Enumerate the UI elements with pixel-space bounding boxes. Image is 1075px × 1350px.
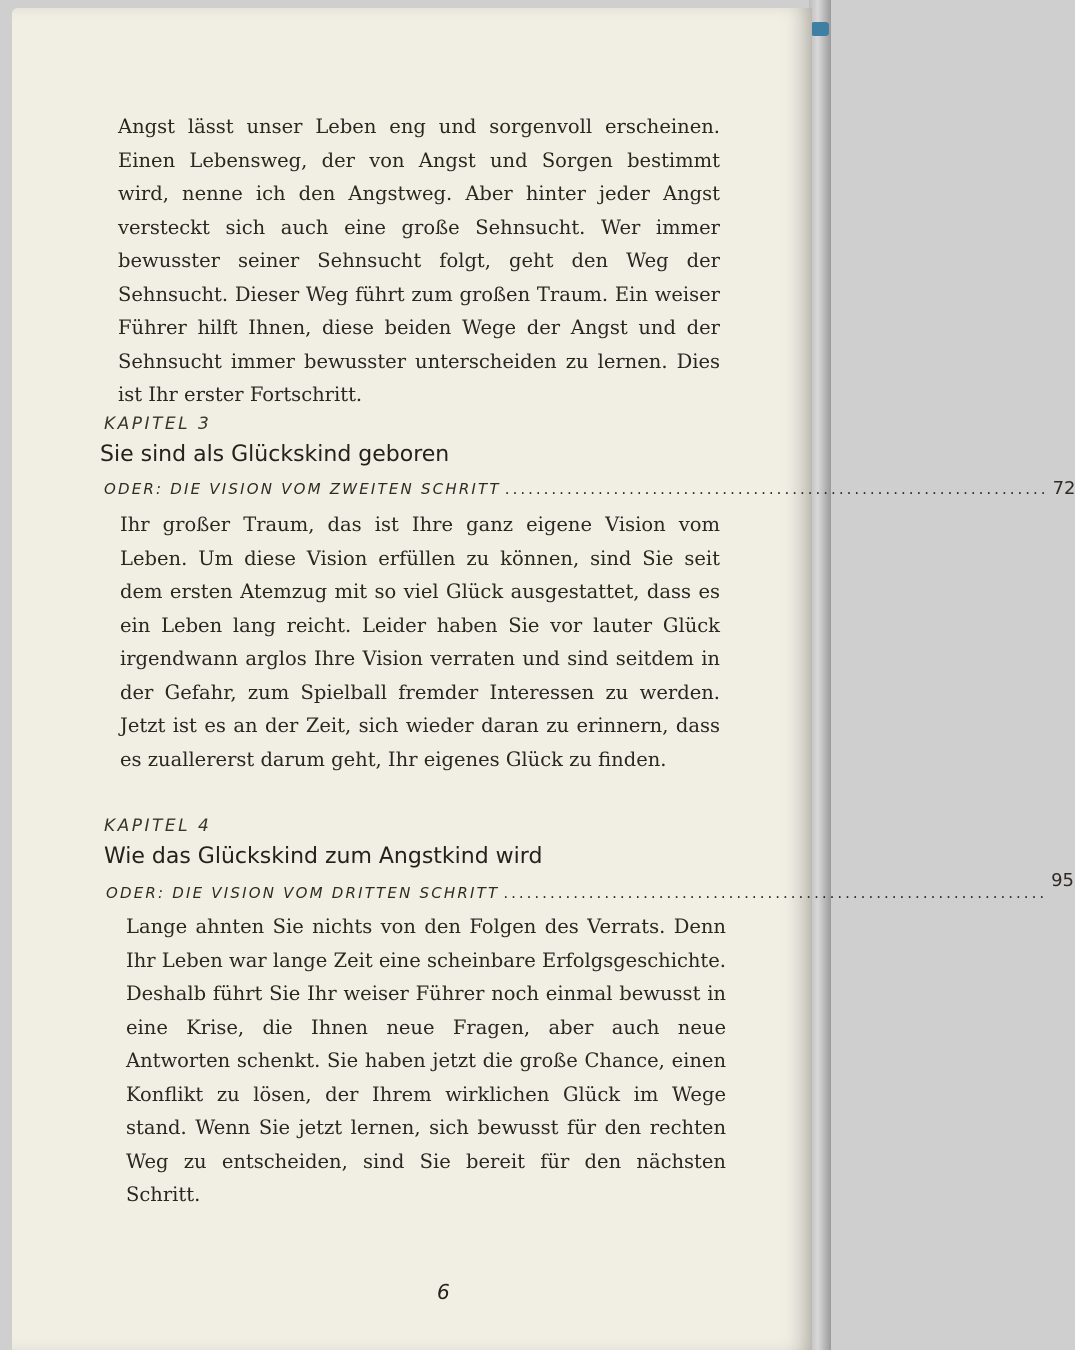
chapter-3-subtitle: ODER: DIE VISION VOM ZWEITEN SCHRITT — [104, 480, 501, 498]
chapter-4-kicker: KAPITEL 4 — [104, 816, 212, 836]
chapter-4-toc-line — [106, 870, 1075, 903]
chapter-4-title: Wie das Glückskind zum Angstkind wird — [104, 844, 543, 869]
chapter-3-summary: Ihr großer Traum, das ist Ihre ganz eigene Vision vom Leben. Um diese Vision erfüllen zu können, sind Sie seit dem ersten Atemzug mit so viel Glück ausgestattet, dass es ein Leben lang reicht. Leider haben Sie vor lauter Glück irgendwann arglos Ihre Vision verraten und sind seitdem in der Gefahr, zum Spielball fremder Interessen zu werden. Jetzt ist es an der Zeit, sich wieder daran zu erinnern, dass es zuallererst darum geht, Ihr eigenes Glück zu finden. — [120, 513, 720, 771]
chapter-3-kicker: KAPITEL 3 — [104, 414, 212, 434]
dot-leader: ...................................................................... — [504, 480, 1049, 498]
chapter-4-summary: Lange ahnten Sie nichts von den Folgen des Verrats. Denn Ihr Leben war lange Zeit eine scheinbare Erfolgsgeschichte. Deshalb führt Sie Ihr weiser Führer noch einmal bewusst in eine Krise, die Ihnen neue Fragen, aber auch neue Antworten schenkt. Sie haben jetzt die große Chance, einen Konflikt zu lösen, der Ihrem wirklichen Glück im Wege stand. Wenn Sie jetzt lernen, sich bewusst für den rechten Weg zu entscheiden, sind Sie bereit für den nächsten Schritt. — [126, 915, 726, 1206]
bookmark-tab — [811, 22, 829, 36]
page-number: 6 — [437, 1280, 450, 1304]
chapter-3-toc-line — [104, 478, 1075, 499]
book-spine — [809, 0, 831, 1350]
chapter-4-page-number: 95 — [1051, 870, 1075, 891]
chapter-3-title: Sie sind als Glückskind geboren — [100, 442, 450, 467]
book-page — [12, 8, 1075, 1350]
intro-paragraph: Angst lässt unser Leben eng und sorgenvoll erscheinen. Einen Lebensweg, der von Angst und Sorgen bestimmt wird, nenne ich den Angstweg. Aber hinter jeder Angst versteckt sich auch eine große Sehnsucht. Wer immer bewusster seiner Sehnsucht folgt, geht den Weg der Sehnsucht. Dieser Weg führt zum großen Traum. Ein weiser Führer hilft Ihnen, diese beiden Wege der Angst und der Sehnsucht immer bewusster unterscheiden zu lernen. Dies ist Ihr erster Fortschritt. — [118, 115, 720, 406]
dot-leader: ...................................................................... — [503, 884, 1048, 902]
chapter-4-subtitle: ODER: DIE VISION VOM DRITTEN SCHRITT — [106, 884, 500, 902]
chapter-3-page-number: 72 — [1052, 478, 1075, 499]
